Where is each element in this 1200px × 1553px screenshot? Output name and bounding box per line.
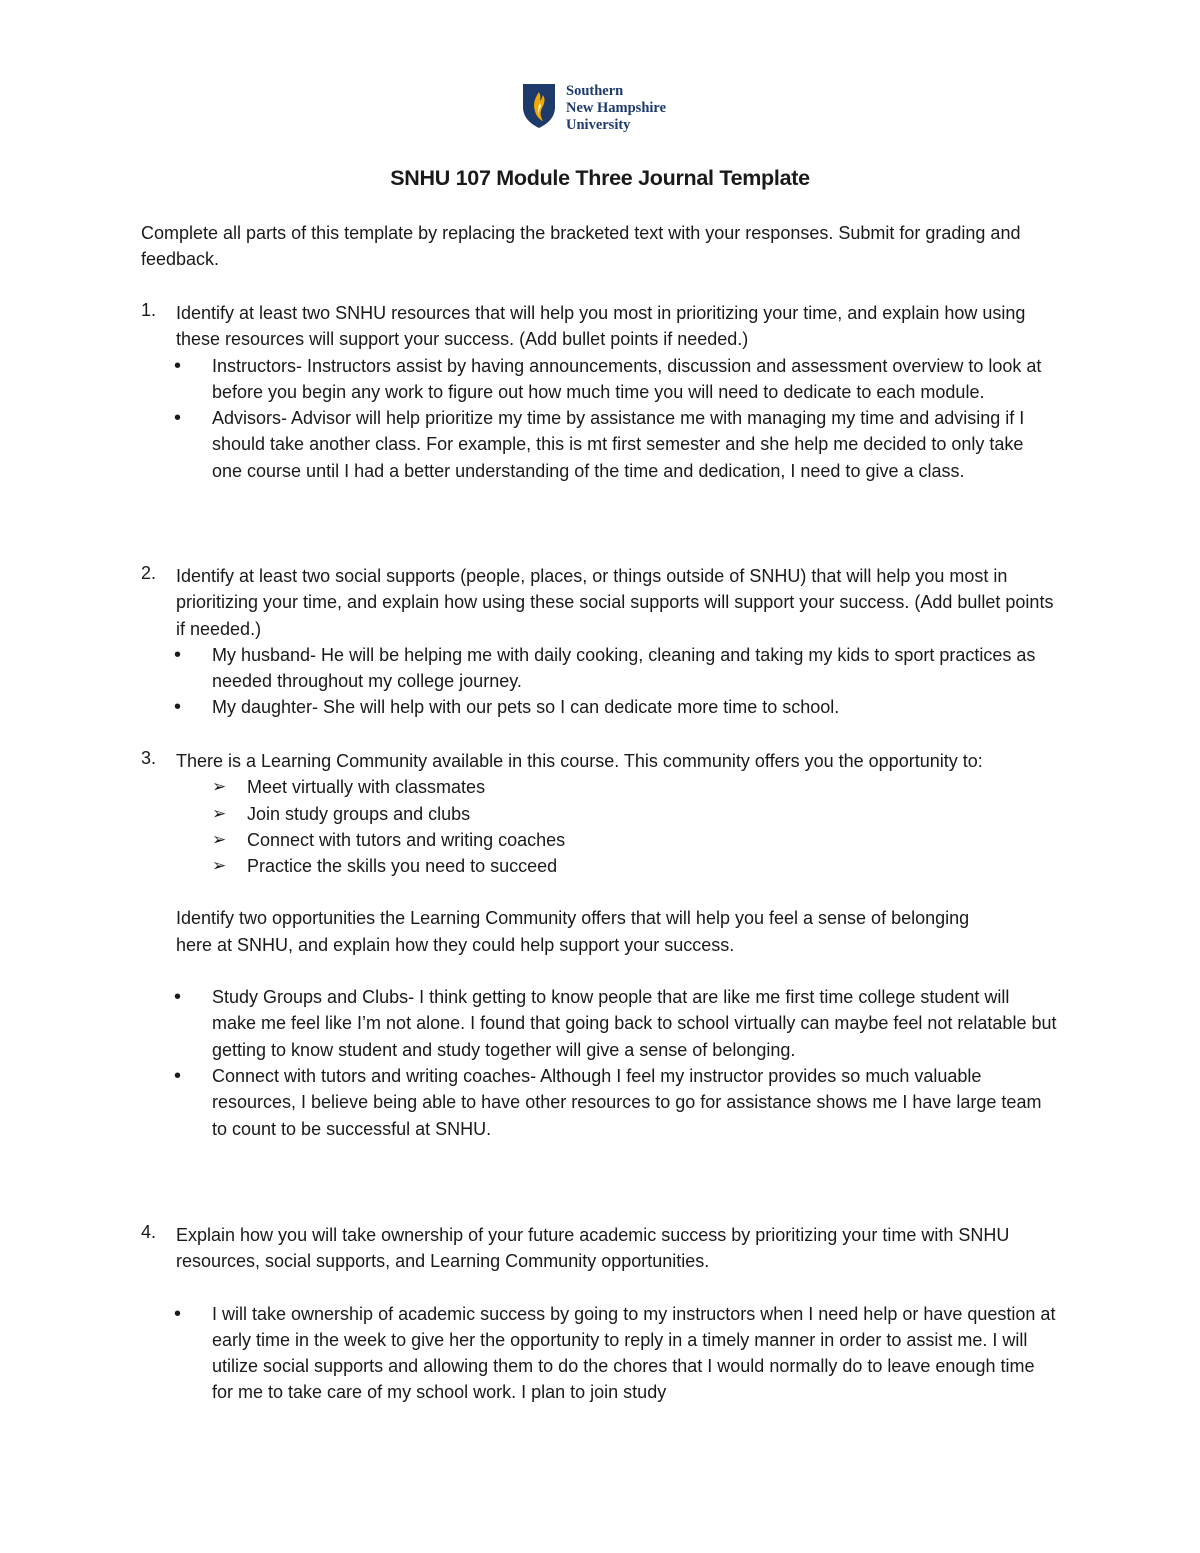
list-item: • Advisors- Advisor will help prioritize my time by assistance me with managing my time and advising if I should take another class. For example, this is mt first semester and she help me decided to only take one course until I had a better understanding of the time and dedication, I need to give a class.	[141, 405, 1057, 484]
question-1	[141, 300, 1061, 484]
arrow-bullet-icon: ➢	[212, 777, 227, 797]
page-title: SNHU 107 Module Three Journal Template	[390, 166, 810, 190]
question-text: Identify at least two SNHU resources that will help you most in prioritizing your time, and explain how using these resources will support your success. (Add bullet points if needed.)	[176, 303, 1026, 350]
arrow-bullet-icon: ➢	[212, 803, 227, 823]
list-item: ➢ Practice the skills you need to succeed	[141, 853, 1061, 879]
arrow-bullet-icon: ➢	[212, 856, 227, 876]
question-4	[141, 1222, 1061, 1406]
question-prompt: Identify two opportunities the Learning Community offers that will help you feel a sense of belonging here at SNHU, and explain how they could help support your success.	[176, 908, 970, 955]
list-item: • I will take ownership of academic success by going to my instructors when I need help or have question at early time in the week to give her the opportunity to reply in a timely manner in order to assist me. I will utilize social supports and allowing them to do the chores that I would normally do to leave enough time for me to take care of my school work. I plan to join study	[141, 1301, 1057, 1406]
logo-line-1: Southern	[566, 83, 624, 99]
opportunity-list	[141, 774, 1061, 879]
answer-list	[141, 1301, 1061, 1406]
list-item: • My husband- He will be helping me with daily cooking, cleaning and taking my kids to sport practices as needed throughout my college journey.	[141, 642, 1057, 695]
list-item: • My daughter- She will help with our pets so I can dedicate more time to school.	[141, 694, 1057, 720]
question-number: 4.	[141, 1222, 157, 1242]
question-number: 3.	[141, 748, 157, 768]
intro-paragraph: Complete all parts of this template by replacing the bracketed text with your responses. Submit for grading and feedback.	[141, 223, 1021, 270]
question-text: Explain how you will take ownership of your future academic success by prioritizing your time with SNHU resources, social supports, and Learning Community opportunities.	[176, 1225, 1010, 1272]
question-3	[141, 748, 1061, 1142]
logo-line-2: New Hampshire	[566, 100, 667, 116]
snhu-logo	[522, 83, 666, 134]
list-item: ➢ Meet virtually with classmates	[141, 774, 1061, 800]
list-item: • Study Groups and Clubs- I think getting to know people that are like me first time college student will make me feel like I’m not alone. I found that going back to school virtually can maybe feel not relatable but getting to know student and study together will give a sense of belonging.	[141, 984, 1057, 1063]
list-item: ➢ Join study groups and clubs	[141, 801, 1061, 827]
logo-line-3: University	[566, 117, 631, 133]
shield-flame-icon	[522, 83, 556, 129]
list-item: ➢ Connect with tutors and writing coaches	[141, 827, 1061, 853]
question-number: 1.	[141, 300, 157, 320]
arrow-bullet-icon: ➢	[212, 829, 227, 849]
question-2	[141, 563, 1061, 721]
list-item: • Connect with tutors and writing coaches- Although I feel my instructor provides so much valuable resources, I believe being able to have other resources to go for assistance shows me I have large team to count to be successful at SNHU.	[141, 1063, 1057, 1142]
answer-list	[141, 642, 1061, 721]
question-text: There is a Learning Community available in this course. This community offers you the opportunity to:	[176, 751, 983, 771]
question-number: 2.	[141, 563, 157, 583]
answer-list	[141, 353, 1061, 484]
answer-list	[141, 984, 1061, 1142]
question-text: Identify at least two social supports (people, places, or things outside of SNHU) that will help you most in prioritizing your time, and explain how using these social supports will support your success. (Add bullet points if needed.)	[176, 566, 1054, 639]
list-item: • Instructors- Instructors assist by having announcements, discussion and assessment overview to look at before you begin any work to figure out how much time you will need to dedicate to each module.	[141, 353, 1057, 406]
